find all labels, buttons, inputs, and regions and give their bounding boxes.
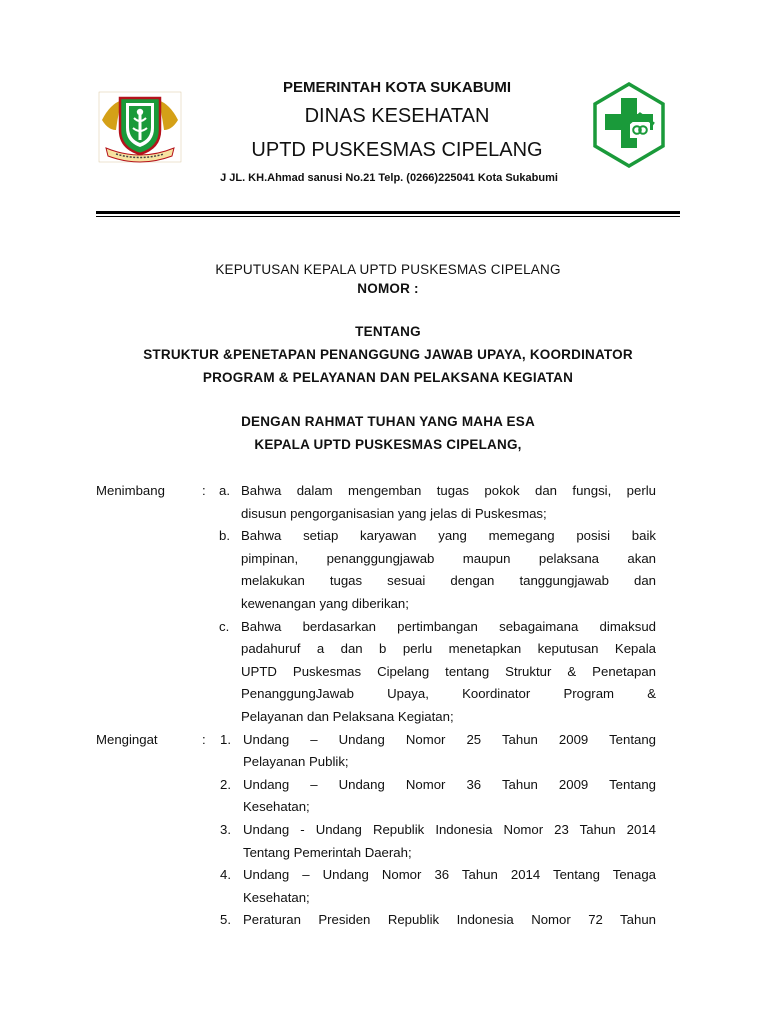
item-line: melakukan tugas sesuai dengan tanggungjawab dan	[241, 573, 656, 589]
item-line: kewenangan yang diberikan;	[241, 595, 409, 611]
item-line: Undang – Undang Nomor 36 Tahun 2014 Tentang Tenaga	[243, 867, 656, 883]
item-line: Tentang Pemerintah Daerah;	[243, 844, 412, 860]
menimbang-section	[96, 480, 656, 932]
item-marker: 2.	[220, 776, 231, 792]
mengingat-item-3	[96, 819, 656, 864]
item-marker: c.	[219, 618, 230, 634]
kop-address: J JL. KH.Ahmad sanusi No.21 Telp. (0266)225041 Kota Sukabumi	[220, 172, 558, 184]
item-marker: 5.	[220, 912, 231, 928]
item-line: Bahwa dalam mengemban tugas pokok dan fungsi, perlu	[241, 483, 656, 498]
item-line: pimpinan, penanggungjawab maupun pelaksana akan	[241, 550, 656, 566]
item-line: Pelayanan dan Pelaksana Kegiatan;	[241, 708, 454, 724]
item-marker: 3.	[220, 821, 231, 837]
item-marker: a.	[219, 483, 230, 498]
item-line: Kesehatan;	[243, 799, 310, 815]
mengingat-label: Mengingat	[96, 731, 158, 747]
decree-number: NOMOR :	[357, 281, 419, 296]
item-line: disusun pengorganisasian yang jelas di Puskesmas;	[241, 505, 547, 521]
item-line: Undang – Undang Nomor 25 Tahun 2009 Tentang	[243, 731, 656, 747]
mengingat-item-5	[96, 909, 656, 932]
decree-subject-line1: STRUKTUR &PENETAPAN PENANGGUNG JAWAB UPAYA, KOORDINATOR	[143, 347, 633, 362]
item-line: PenanggungJawab Upaya, Koordinator Program &	[241, 686, 656, 702]
decree-invocation: DENGAN RAHMAT TUHAN YANG MAHA ESA	[241, 414, 535, 429]
kop-divider-thick	[96, 211, 680, 214]
item-line: Pelayanan Publik;	[243, 754, 349, 770]
kop-divider-thin	[96, 216, 680, 217]
item-line: Undang - Undang Republik Indonesia Nomor 23 Tahun 2014	[243, 821, 656, 837]
puskesmas-cross-logo-icon	[592, 82, 666, 168]
decree-subject-line2: PROGRAM & PELAYANAN DAN PELAKSANA KEGIATAN	[202, 370, 574, 385]
decree-issuer: KEPALA UPTD PUSKESMAS CIPELANG,	[254, 437, 522, 452]
kop-puskesmas: UPTD PUSKESMAS CIPELANG	[251, 139, 543, 161]
menimbang-label: Menimbang	[96, 483, 165, 498]
kop-pemerintah: PEMERINTAH KOTA SUKABUMI	[282, 79, 512, 96]
menimbang-item-b	[96, 525, 656, 615]
menimbang-colon: :	[202, 483, 206, 498]
item-marker: b.	[219, 528, 230, 544]
item-line: padahuruf a dan b perlu menetapkan keputusan Kepala	[241, 641, 656, 657]
item-line: Bahwa berdasarkan pertimbangan sebagaimana dimaksud	[241, 618, 656, 634]
decree-tentang: TENTANG	[355, 324, 421, 339]
item-line: Kesehatan;	[243, 889, 310, 905]
item-marker: 4.	[220, 867, 231, 883]
menimbang-item-a	[96, 480, 656, 525]
item-line: Peraturan Presiden Republik Indonesia Nomor 72 Tahun	[243, 912, 656, 928]
item-line: Undang – Undang Nomor 36 Tahun 2009 Tentang	[243, 776, 656, 792]
mengingat-item-4	[96, 864, 656, 909]
kop-dinas: DINAS KESEHATAN	[304, 105, 490, 127]
item-marker: 1.	[220, 731, 231, 747]
decree-title: KEPUTUSAN KEPALA UPTD PUSKESMAS CIPELANG	[215, 262, 561, 277]
mengingat-item-1	[96, 729, 656, 774]
menimbang-item-c	[96, 616, 656, 729]
item-line: Bahwa setiap karyawan yang memegang posisi baik	[241, 528, 656, 544]
kota-sukabumi-emblem-icon	[96, 90, 184, 164]
mengingat-item-2	[96, 774, 656, 819]
mengingat-colon: :	[202, 731, 206, 747]
item-line: UPTD Puskesmas Cipelang tentang Struktur & Penetapan	[241, 663, 656, 679]
